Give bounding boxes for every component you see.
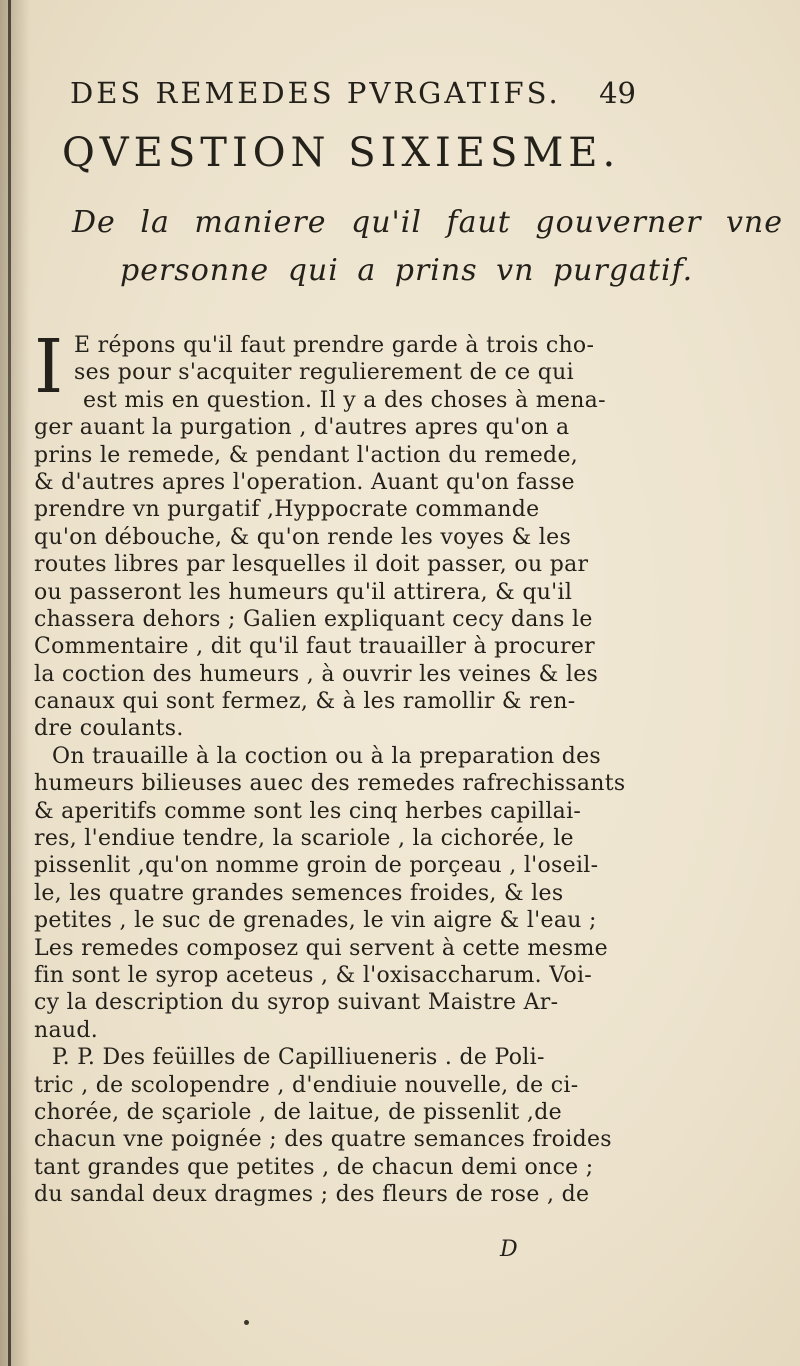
text-line: tric , de scolopendre , d'endiuie nouvelle, de ci- bbox=[34, 1072, 579, 1098]
text-line: Les remedes composez qui servent à cette mesme bbox=[34, 935, 608, 961]
body-text bbox=[34, 324, 626, 1209]
text-line: ses pour s'acquiter regulierement de ce qui bbox=[74, 360, 574, 386]
ink-speck bbox=[244, 1320, 249, 1325]
text-line: petites , le suc de grenades, le vin aigre & l'eau ; bbox=[34, 908, 597, 934]
running-head bbox=[70, 76, 636, 110]
text-line: ger auant la purgation , d'autres apres qu'on a bbox=[34, 415, 570, 441]
text-line: fin sont le syrop aceteus , & l'oxisaccharum. Voi- bbox=[34, 962, 593, 988]
text-line: tant grandes que petites , de chacun demi once ; bbox=[34, 1154, 594, 1180]
text-line: P. P. Des feüilles de Capilliueneris . de Poli- bbox=[52, 1045, 545, 1071]
subtitle-line-2: personne qui a prins vn purgatif. bbox=[120, 253, 694, 288]
text-line: prins le remede, & pendant l'action du remede, bbox=[34, 442, 579, 468]
text-line: canaux qui sont fermez, & à les ramollir & ren- bbox=[34, 689, 576, 715]
text-line: dre coulants. bbox=[34, 716, 184, 742]
drop-capital: I bbox=[34, 324, 64, 410]
text-line: humeurs bilieuses auec des remedes rafrechissants bbox=[34, 771, 626, 797]
text-line: res, l'endiue tendre, la scariole , la cichorée, le bbox=[34, 826, 574, 852]
text-line: le, les quatre grandes semences froides, & les bbox=[34, 880, 564, 906]
text-line: pissenlit ,qu'on nomme groin de porçeau , l'oseil- bbox=[34, 853, 599, 879]
subtitle-line-1: De la maniere qu'il faut gouverner vne bbox=[72, 205, 783, 240]
running-head-title: DES REMEDES PVRGATIFS. bbox=[70, 76, 561, 110]
text-line: la coction des humeurs , à ouvrir les veines & les bbox=[34, 661, 599, 687]
text-line: cy la description du syrop suivant Maistre Ar- bbox=[34, 990, 559, 1016]
text-line: chorée, de sçariole , de laitue, de pissenlit ,de bbox=[34, 1099, 562, 1125]
text-line: routes libres par lesquelles il doit passer, ou par bbox=[34, 552, 589, 578]
text-line: chassera dehors ; Galien expliquant cecy dans le bbox=[34, 606, 593, 632]
spine-shadow bbox=[0, 0, 30, 1366]
text-line: naud. bbox=[34, 1017, 99, 1043]
text-line: prendre vn purgatif ,Hyppocrate commande bbox=[34, 497, 540, 523]
text-line: & aperitifs comme sont les cinq herbes capillai- bbox=[34, 798, 582, 824]
spine-edge bbox=[8, 0, 11, 1366]
text-line: chacun vne poignée ; des quatre semances froides bbox=[34, 1127, 612, 1153]
text-line: Commentaire , dit qu'il faut trauailler à procurer bbox=[34, 634, 595, 660]
text-line: On trauaille à la coction ou à la preparation des bbox=[52, 743, 601, 769]
text-line: E répons qu'il faut prendre garde à trois cho- bbox=[74, 333, 595, 358]
text-line: est mis en question. Il y a des choses à mena- bbox=[83, 387, 606, 413]
catchword: D bbox=[500, 1237, 518, 1262]
page-number: 49 bbox=[599, 76, 636, 110]
text-line: qu'on débouche, & qu'on rende les voyes & les bbox=[34, 524, 572, 550]
text-line: du sandal deux dragmes ; des fleurs de rose , de bbox=[34, 1182, 590, 1208]
text-line: ou passeront les humeurs qu'il attirera, & qu'il bbox=[34, 579, 573, 605]
text-line: & d'autres apres l'operation. Auant qu'on fasse bbox=[34, 469, 575, 495]
question-title: QVESTION SIXIESME. bbox=[62, 130, 621, 176]
